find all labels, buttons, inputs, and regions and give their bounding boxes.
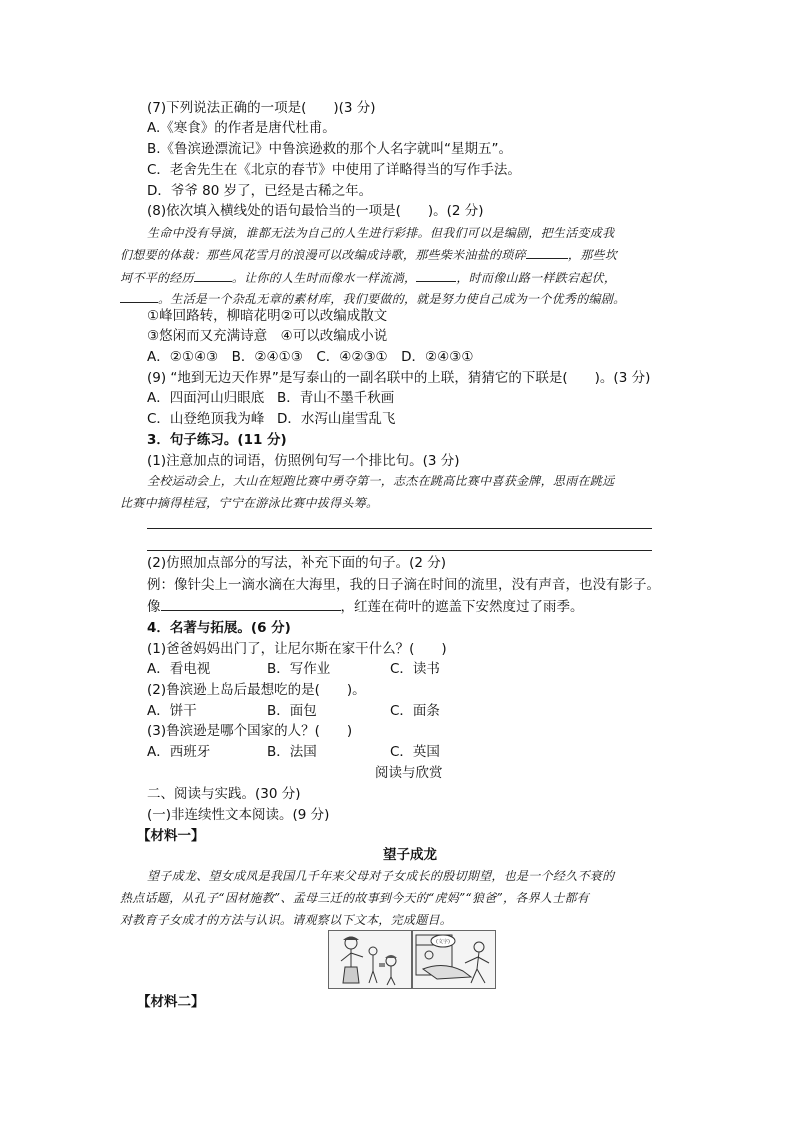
answer-blank[interactable] bbox=[416, 281, 456, 282]
q8-stem: (8)依次填入横线处的语句最恰当的一项是( )。(2 分) bbox=[147, 203, 484, 219]
s4-q3-option-b: B．法国 bbox=[267, 744, 317, 760]
q8-passage-line: 坷不平的经历 。让你的人生时而像水一样流淌， ，时而像山路一样跌宕起伏， bbox=[120, 271, 617, 285]
article-paragraph-line: 望子成龙、望女成凤是我国几千年来父母对子女成长的殷切期望，也是一个经久不衰的 bbox=[147, 869, 615, 883]
s3-p2-stem: (2)仿照加点部分的写法，补充下面的句子。(2 分) bbox=[147, 555, 447, 571]
material-2-label: 【材料二】 bbox=[137, 994, 205, 1010]
s3-p2-fill: 像 ，红莲在荷叶的遮盖下安然度过了雨季。 bbox=[147, 599, 584, 615]
answer-line[interactable] bbox=[147, 528, 652, 529]
section-4-heading: 4．名著与拓展。(6 分) bbox=[147, 620, 291, 636]
article-paragraph-line: 对教育子女成才的方法与认识。请观察以下文本，完成题目。 bbox=[120, 913, 453, 927]
q7-option-a: A.《寒食》的作者是唐代杜甫。 bbox=[147, 120, 336, 136]
s4-q2: (2)鲁滨逊上岛后最想吃的是( )。 bbox=[147, 682, 366, 698]
answer-blank[interactable] bbox=[194, 281, 232, 282]
s4-q3: (3)鲁滨逊是哪个国家的人？( ) bbox=[147, 723, 353, 739]
s3-p1-example: 全校运动会上，大山在短跑比赛中勇夺第一，志杰在跳高比赛中喜获金牌，思雨在跳远 bbox=[147, 474, 615, 488]
q7-option-c: C．老舍先生在《北京的春节》中使用了详略得当的写作手法。 bbox=[147, 162, 521, 178]
q8-item-line: ①峰回路转，柳暗花明②可以改编成散文 bbox=[147, 308, 388, 324]
q9-option-c: C．山登绝顶我为峰 bbox=[147, 411, 265, 427]
answer-blank[interactable] bbox=[161, 610, 341, 611]
q9-option-a: A．四面河山归眼底 bbox=[147, 390, 265, 406]
s4-q2-option-c: C．面条 bbox=[390, 703, 440, 719]
s4-q3-option-c: C．英国 bbox=[390, 744, 440, 760]
section-title: 阅读与欣赏 bbox=[375, 765, 443, 781]
q8-passage-line: 们想要的体裁：那些风花雪月的浪漫可以改编成诗歌，那些柴米油盐的琐碎 ，那些坎 bbox=[120, 248, 618, 262]
s4-q1: (1)爸爸妈妈出门了，让尼尔斯在家干什么？( ) bbox=[147, 641, 447, 657]
school-cartoon-image bbox=[413, 931, 495, 988]
q9-option-d: D．水泻山崖雪乱飞 bbox=[277, 411, 396, 427]
q9-stem: (9) “地到无边天作界”是写泰山的一副名联中的上联，猜猜它的下联是( )。(3 分) bbox=[147, 370, 651, 386]
q8-item-line: ③悠闲而又充满诗意 ④可以改编成小说 bbox=[147, 328, 388, 344]
q8-options: A．②①④③ B．②④①③ C．④②③① D．②④③① bbox=[147, 349, 474, 365]
q9-option-b: B．青山不墨千秋画 bbox=[277, 390, 395, 406]
speech-bubble-text: (文字) bbox=[436, 939, 450, 945]
q8-passage-line: 生命中没有导演，谁都无法为自己的人生进行彩排。但我们可以是编剧，把生活变成我 bbox=[147, 226, 615, 240]
cartoon-panel-right bbox=[412, 930, 496, 989]
s3-p1-stem: (1)注意加点的词语，仿照例句写一个排比句。(3 分) bbox=[147, 453, 460, 469]
answer-blank[interactable] bbox=[526, 258, 568, 259]
answer-blank[interactable] bbox=[120, 302, 158, 303]
q7-option-d: D．爷爷 80 岁了，已经是古稀之年。 bbox=[147, 183, 373, 199]
cartoon-panel-left bbox=[328, 930, 412, 989]
material-1-label: 【材料一】 bbox=[137, 828, 205, 844]
s3-p2-example: 例：像针尖上一滴水滴在大海里，我的日子滴在时间的流里，没有声音，也没有影子。 bbox=[147, 577, 660, 593]
article-title: 望子成龙 bbox=[383, 847, 437, 863]
article-paragraph-line: 热点话题，从孔子“因材施教”、孟母三迁的故事到今天的“虎妈”“狼爸”，各界人士都有 bbox=[120, 891, 590, 905]
s4-q1-option-c: C．读书 bbox=[390, 661, 440, 677]
s4-q1-option-b: B．写作业 bbox=[267, 661, 331, 677]
q8-passage-line: 。生活是一个杂乱无章的素材库，我们要做的，就是努力使自己成为一个优秀的编剧。 bbox=[120, 289, 625, 309]
q7-option-b: B.《鲁滨逊漂流记》中鲁滨逊救的那个人名字就叫“星期五”。 bbox=[147, 141, 513, 157]
q7-stem: (7)下列说法正确的一项是( )(3 分) bbox=[147, 100, 376, 116]
s4-q1-option-a: A．看电视 bbox=[147, 661, 211, 677]
part-2-sub-heading: (一)非连续性文本阅读。(9 分) bbox=[147, 807, 330, 823]
s3-p1-example: 比赛中摘得桂冠，宁宁在游泳比赛中拔得头筹。 bbox=[120, 496, 379, 510]
answer-line[interactable] bbox=[147, 550, 652, 551]
section-3-heading: 3．句子练习。(11 分) bbox=[147, 432, 287, 448]
s4-q2-option-b: B．面包 bbox=[267, 703, 317, 719]
family-cartoon-image bbox=[329, 931, 411, 988]
s4-q2-option-a: A．饼干 bbox=[147, 703, 197, 719]
part-2-heading: 二、阅读与实践。(30 分) bbox=[147, 786, 301, 802]
s4-q3-option-a: A．西班牙 bbox=[147, 744, 211, 760]
